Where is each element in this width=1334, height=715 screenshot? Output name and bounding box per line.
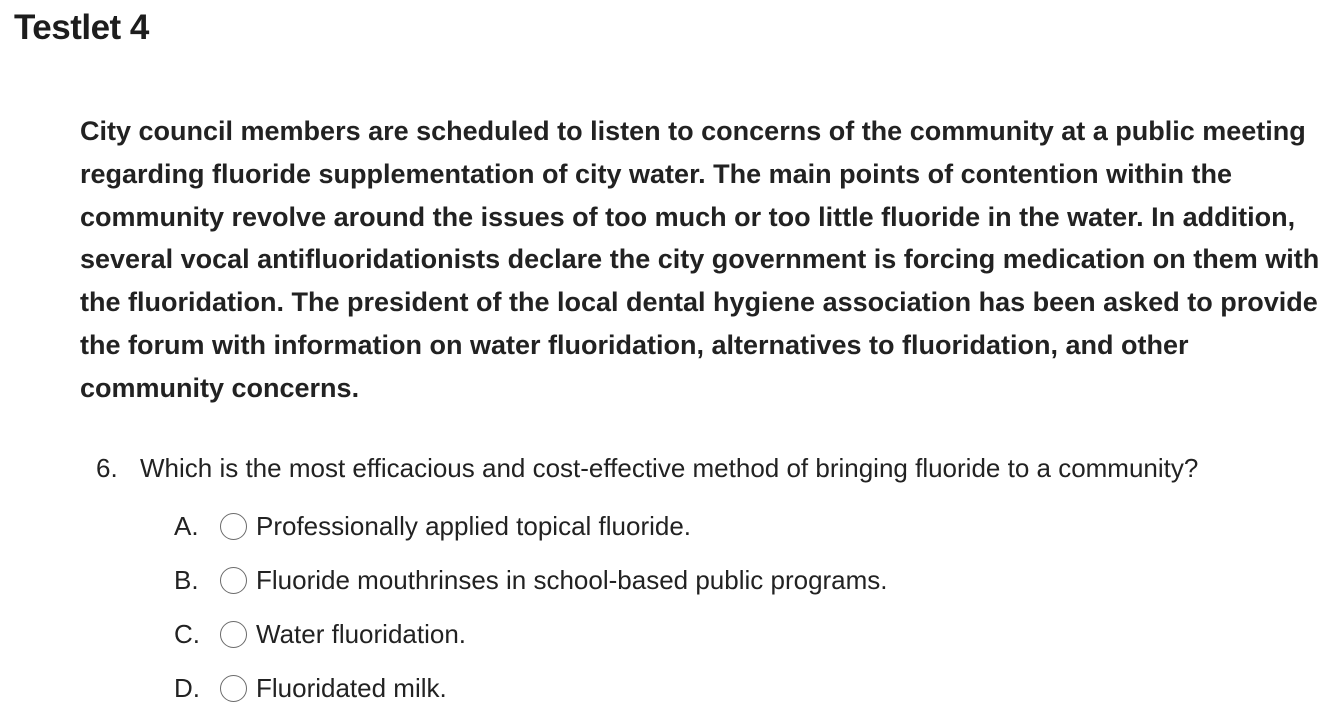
radio-button-d[interactable] [220,675,247,702]
option-letter: D. [174,672,200,703]
option-label: Professionally applied topical fluoride. [256,510,692,541]
radio-button-c[interactable] [220,621,247,648]
option-letter: C. [174,618,200,649]
question-6 [96,448,1326,703]
scenario-text: City council members are scheduled to listen to concerns of the community at a public meeting regarding fluoride supplementation of city water. The main points of contention within the community revolve around the issues of too much or too little fluoride in the water. In addition, several vocal antifluoridationists declare the city government is forcing medication on them with the fluoridation. The president of the local dental hygiene association has been asked to provide the forum with information on water fluoridation, alternatives to fluoridation, and other community concerns. [80,116,1320,403]
option-label: Fluoridated milk. [256,672,447,703]
option-b[interactable] [174,553,888,607]
option-d[interactable] [174,661,888,715]
option-c[interactable] [174,607,888,661]
option-label: Water fluoridation. [256,618,467,649]
option-a[interactable] [174,499,888,553]
option-letter: A. [174,510,199,541]
radio-button-b[interactable] [220,567,247,594]
question-text: Which is the most efficacious and cost-effective method of bringing fluoride to a community? [140,453,1199,483]
page-title: Testlet 4 [14,8,149,47]
option-label: Fluoride mouthrinses in school-based public programs. [256,564,888,595]
option-letter: B. [174,564,199,595]
radio-button-a[interactable] [220,513,247,540]
question-stem [96,448,1326,488]
question-number: 6. [96,453,118,483]
answer-options [174,499,888,715]
